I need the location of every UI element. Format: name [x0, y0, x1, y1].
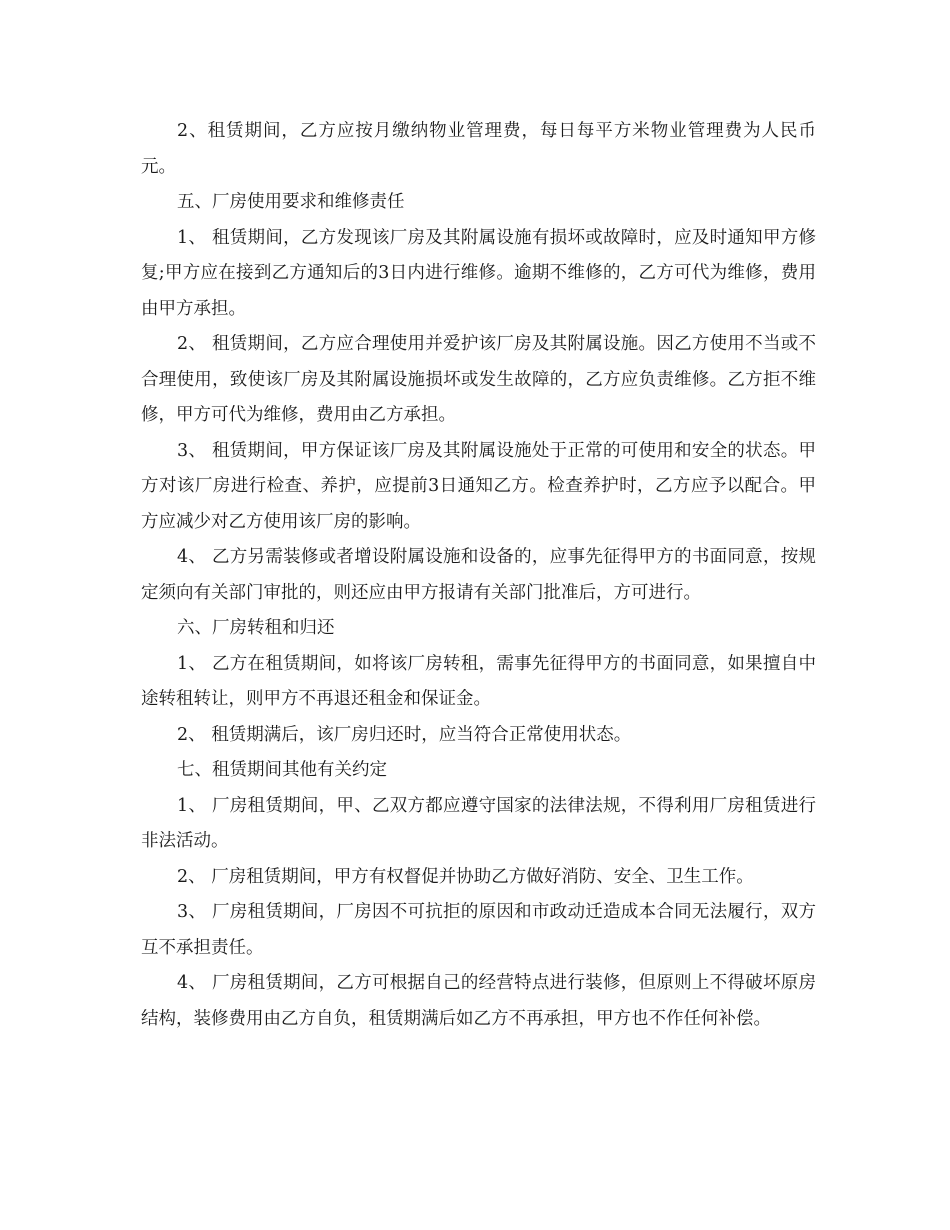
paragraph-sublease-2: 2、 租赁期满后，该厂房归还时，应当符合正常使用状态。	[177, 724, 632, 745]
paragraph-maintenance-3: 3、 租赁期间，甲方保证该厂房及其附属设施处于正常的可使用和安全的状态。甲方对该厂房进行检查、养护，应提前3日通知乙方。检查养护时，乙方应予以配合。甲方应减少对乙方使用该厂房的影响。	[141, 440, 816, 532]
paragraph-maintenance-4: 4、 乙方另需装修或者增设附属设施和设备的，应事先征得甲方的书面同意，按规定须向有关部门审批的，则还应由甲方报请有关部门批准后，方可进行。	[141, 547, 816, 603]
paragraph-maintenance-2: 2、 租赁期间，乙方应合理使用并爱护该厂房及其附属设施。因乙方使用不当或不合理使用，致使该厂房及其附属设施损坏或发生故障的，乙方应负责维修。乙方拒不维修，甲方可代为维修，费用由乙方承担。	[141, 334, 816, 425]
paragraph-maintenance-1: 1、 租赁期间，乙方发现该厂房及其附属设施有损坏或故障时，应及时通知甲方修复;甲方应在接到乙方通知后的3日内进行维修。逾期不维修的，乙方可代为维修，费用由甲方承担。	[141, 227, 816, 319]
section-heading-usage-maintenance: 五、厂房使用要求和维修责任	[177, 192, 405, 212]
paragraph-other-4: 4、 厂房租赁期间，乙方可根据自己的经营特点进行装修，但原则上不得破坏原房结构，装修费用由乙方自负，租赁期满后如乙方不再承担，甲方也不作任何补偿。	[141, 973, 816, 1029]
paragraph-other-2: 2、 厂房租赁期间，甲方有权督促并协助乙方做好消防、安全、卫生工作。	[177, 866, 754, 887]
section-heading-sublease-return: 六、厂房转租和归还	[177, 618, 335, 638]
paragraph-other-1: 1、 厂房租赁期间，甲、乙双方都应遵守国家的法律法规，不得利用厂房租赁进行非法活动。	[141, 795, 816, 851]
paragraph-sublease-1: 1、 乙方在租赁期间，如将该厂房转租，需事先征得甲方的书面同意，如果擅自中途转租转让，则甲方不再退还租金和保证金。	[141, 653, 816, 709]
section-heading-other-agreements: 七、租赁期间其他有关约定	[177, 760, 387, 780]
paragraph-other-3: 3、 厂房租赁期间，厂房因不可抗拒的原因和市政动迁造成本合同无法履行，双方互不承担责任。	[141, 902, 816, 958]
document-body	[141, 114, 816, 1037]
paragraph-property-fee: 2、租赁期间，乙方应按月缴纳物业管理费，每日每平方米物业管理费为人民币 元。	[141, 121, 816, 177]
